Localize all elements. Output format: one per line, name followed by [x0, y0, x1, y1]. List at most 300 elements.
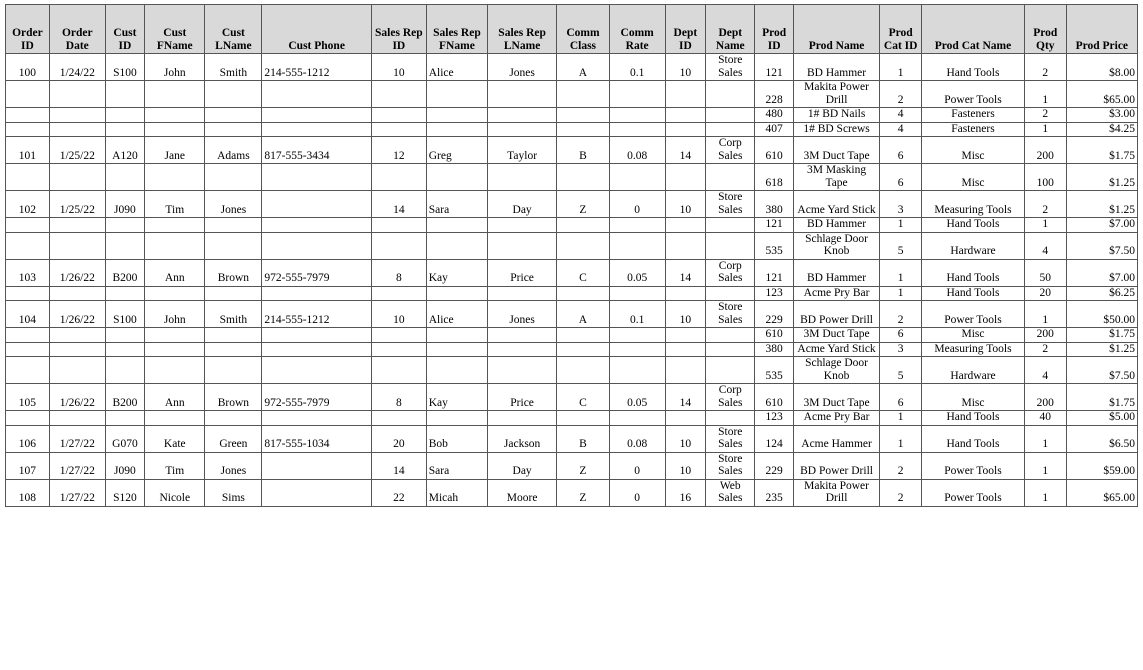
- cell-order-id: [6, 122, 50, 137]
- cell-cust-lname: Smith: [205, 54, 262, 81]
- cell-prod-id: 618: [755, 164, 793, 191]
- cell-prod-name: Makita Power Drill: [793, 479, 880, 506]
- cell-comm-class: [557, 286, 610, 301]
- cell-rep-fname: Sara: [426, 191, 487, 218]
- cell-dept-name: Web Sales: [706, 479, 755, 506]
- cell-cust-fname: Ann: [145, 259, 205, 286]
- cell-prod-cat-id: 6: [880, 328, 922, 343]
- cell-comm-class: A: [557, 301, 610, 328]
- cell-prod-qty: 2: [1024, 342, 1066, 357]
- table-row: [6, 218, 1138, 233]
- cell-cust-fname: Nicole: [145, 479, 205, 506]
- cell-rep-lname: [488, 164, 557, 191]
- cell-order-date: 1/25/22: [49, 137, 105, 164]
- cell-prod-cat-id: 6: [880, 164, 922, 191]
- cell-order-date: 1/25/22: [49, 191, 105, 218]
- cell-prod-qty: 1: [1024, 122, 1066, 137]
- cell-cust-id: [105, 357, 144, 384]
- cell-prod-id: 610: [755, 137, 793, 164]
- cell-prod-name: Acme Yard Stick: [793, 191, 880, 218]
- cell-rep-fname: [426, 232, 487, 259]
- cell-rep-fname: Micah: [426, 479, 487, 506]
- cell-rep-lname: [488, 286, 557, 301]
- cell-order-id: 106: [6, 425, 50, 452]
- cell-order-date: [49, 342, 105, 357]
- cell-prod-name: Acme Yard Stick: [793, 342, 880, 357]
- cell-rep-lname: Price: [488, 384, 557, 411]
- cell-prod-id: 407: [755, 122, 793, 137]
- table-row: [6, 54, 1138, 81]
- cell-comm-class: [557, 81, 610, 108]
- cell-prod-price: $65.00: [1066, 479, 1137, 506]
- cell-comm-rate: [609, 357, 665, 384]
- table-body: [6, 54, 1138, 507]
- cell-prod-cat-name: Hand Tools: [921, 411, 1024, 426]
- cell-cust-lname: Jones: [205, 452, 262, 479]
- cell-prod-name: BD Power Drill: [793, 452, 880, 479]
- cell-comm-class: B: [557, 425, 610, 452]
- cell-dept-id: 10: [665, 452, 706, 479]
- cell-rep-id: 14: [371, 452, 426, 479]
- cell-dept-name: [706, 164, 755, 191]
- cell-cust-lname: Brown: [205, 259, 262, 286]
- cell-order-id: 104: [6, 301, 50, 328]
- cell-prod-qty: 1: [1024, 479, 1066, 506]
- cell-comm-class: [557, 357, 610, 384]
- cell-dept-id: 10: [665, 425, 706, 452]
- cell-prod-id: 535: [755, 357, 793, 384]
- cell-prod-price: $7.00: [1066, 259, 1137, 286]
- cell-prod-qty: 4: [1024, 357, 1066, 384]
- cell-prod-qty: 2: [1024, 108, 1066, 123]
- cell-dept-id: 10: [665, 191, 706, 218]
- cell-dept-id: [665, 108, 706, 123]
- cell-prod-qty: 1: [1024, 301, 1066, 328]
- cell-dept-name: [706, 122, 755, 137]
- cell-prod-cat-name: Fasteners: [921, 122, 1024, 137]
- cell-order-id: [6, 328, 50, 343]
- cell-cust-phone: [262, 122, 372, 137]
- cell-rep-id: 22: [371, 479, 426, 506]
- cell-dept-id: [665, 81, 706, 108]
- cell-dept-id: [665, 122, 706, 137]
- cell-rep-lname: Day: [488, 191, 557, 218]
- cell-cust-lname: [205, 328, 262, 343]
- cell-cust-phone: [262, 286, 372, 301]
- cell-dept-id: 10: [665, 301, 706, 328]
- cell-cust-phone: 817-555-1034: [262, 425, 372, 452]
- cell-rep-lname: Day: [488, 452, 557, 479]
- table-row: [6, 328, 1138, 343]
- header-row: [6, 5, 1138, 54]
- cell-prod-price: $4.25: [1066, 122, 1137, 137]
- cell-prod-cat-name: Measuring Tools: [921, 191, 1024, 218]
- cell-dept-id: 16: [665, 479, 706, 506]
- cell-cust-fname: [145, 218, 205, 233]
- cell-cust-fname: Jane: [145, 137, 205, 164]
- column-header-cust-fname: Cust FName: [145, 5, 205, 54]
- cell-prod-cat-id: 2: [880, 479, 922, 506]
- cell-dept-name: [706, 328, 755, 343]
- cell-cust-fname: [145, 328, 205, 343]
- table-row: [6, 191, 1138, 218]
- cell-prod-id: 535: [755, 232, 793, 259]
- cell-prod-id: 610: [755, 384, 793, 411]
- cell-comm-rate: 0: [609, 191, 665, 218]
- orders-table: [5, 4, 1138, 507]
- cell-order-date: 1/24/22: [49, 54, 105, 81]
- cell-cust-phone: 817-555-3434: [262, 137, 372, 164]
- cell-dept-id: 14: [665, 259, 706, 286]
- cell-prod-id: 380: [755, 342, 793, 357]
- cell-order-date: [49, 328, 105, 343]
- cell-dept-name: Store Sales: [706, 191, 755, 218]
- cell-order-id: [6, 411, 50, 426]
- cell-prod-id: 380: [755, 191, 793, 218]
- cell-comm-rate: [609, 342, 665, 357]
- cell-order-date: [49, 108, 105, 123]
- cell-rep-id: [371, 357, 426, 384]
- cell-cust-id: [105, 108, 144, 123]
- cell-cust-phone: 972-555-7979: [262, 384, 372, 411]
- cell-rep-fname: [426, 164, 487, 191]
- cell-prod-cat-name: Power Tools: [921, 301, 1024, 328]
- cell-prod-cat-name: Hand Tools: [921, 54, 1024, 81]
- cell-cust-phone: [262, 411, 372, 426]
- cell-cust-phone: [262, 357, 372, 384]
- cell-prod-cat-id: 5: [880, 357, 922, 384]
- cell-prod-id: 124: [755, 425, 793, 452]
- cell-prod-price: $7.00: [1066, 218, 1137, 233]
- cell-prod-id: 121: [755, 259, 793, 286]
- cell-prod-qty: 1: [1024, 81, 1066, 108]
- table-row: [6, 452, 1138, 479]
- column-header-prod-cat-name: Prod Cat Name: [921, 5, 1024, 54]
- cell-prod-cat-name: Hand Tools: [921, 286, 1024, 301]
- cell-comm-rate: 0: [609, 452, 665, 479]
- cell-dept-name: [706, 81, 755, 108]
- cell-prod-cat-name: Misc: [921, 164, 1024, 191]
- cell-order-id: [6, 357, 50, 384]
- cell-order-id: 100: [6, 54, 50, 81]
- cell-cust-lname: [205, 122, 262, 137]
- cell-rep-fname: [426, 81, 487, 108]
- cell-prod-name: 3M Duct Tape: [793, 328, 880, 343]
- cell-order-id: 101: [6, 137, 50, 164]
- cell-rep-fname: [426, 342, 487, 357]
- cell-rep-fname: Kay: [426, 384, 487, 411]
- cell-rep-lname: [488, 81, 557, 108]
- cell-rep-lname: [488, 411, 557, 426]
- cell-order-id: [6, 108, 50, 123]
- cell-prod-id: 121: [755, 218, 793, 233]
- cell-rep-lname: [488, 342, 557, 357]
- cell-comm-rate: 0.05: [609, 384, 665, 411]
- table-row: [6, 411, 1138, 426]
- cell-prod-price: $59.00: [1066, 452, 1137, 479]
- cell-cust-phone: [262, 342, 372, 357]
- cell-dept-id: 14: [665, 137, 706, 164]
- cell-rep-id: [371, 108, 426, 123]
- cell-prod-cat-name: Power Tools: [921, 81, 1024, 108]
- column-header-order-date: Order Date: [49, 5, 105, 54]
- table-row: [6, 122, 1138, 137]
- cell-dept-name: Store Sales: [706, 54, 755, 81]
- column-header-comm-class: Comm Class: [557, 5, 610, 54]
- cell-order-id: [6, 286, 50, 301]
- cell-prod-cat-name: Misc: [921, 384, 1024, 411]
- cell-dept-id: [665, 164, 706, 191]
- cell-prod-name: 3M Duct Tape: [793, 384, 880, 411]
- cell-comm-rate: [609, 218, 665, 233]
- cell-dept-id: [665, 232, 706, 259]
- cell-prod-cat-name: Hand Tools: [921, 425, 1024, 452]
- cell-cust-lname: Smith: [205, 301, 262, 328]
- cell-dept-name: Store Sales: [706, 425, 755, 452]
- cell-cust-fname: [145, 342, 205, 357]
- cell-order-date: [49, 232, 105, 259]
- cell-comm-class: A: [557, 54, 610, 81]
- cell-cust-id: A120: [105, 137, 144, 164]
- cell-comm-rate: 0.05: [609, 259, 665, 286]
- cell-cust-id: [105, 218, 144, 233]
- column-header-prod-qty: Prod Qty: [1024, 5, 1066, 54]
- cell-dept-id: [665, 328, 706, 343]
- cell-comm-rate: [609, 122, 665, 137]
- cell-prod-cat-id: 2: [880, 81, 922, 108]
- cell-comm-class: [557, 164, 610, 191]
- cell-order-id: [6, 342, 50, 357]
- cell-order-date: [49, 122, 105, 137]
- cell-prod-cat-name: Misc: [921, 328, 1024, 343]
- column-header-rep-lname: Sales Rep LName: [488, 5, 557, 54]
- cell-dept-name: [706, 218, 755, 233]
- cell-rep-id: 10: [371, 54, 426, 81]
- cell-cust-id: J090: [105, 452, 144, 479]
- cell-cust-id: [105, 328, 144, 343]
- cell-order-date: 1/26/22: [49, 259, 105, 286]
- cell-comm-rate: [609, 164, 665, 191]
- cell-dept-id: [665, 218, 706, 233]
- cell-rep-id: [371, 328, 426, 343]
- cell-prod-price: $1.75: [1066, 137, 1137, 164]
- cell-rep-fname: Sara: [426, 452, 487, 479]
- table-row: [6, 301, 1138, 328]
- cell-cust-fname: John: [145, 301, 205, 328]
- cell-dept-id: [665, 357, 706, 384]
- cell-cust-fname: Ann: [145, 384, 205, 411]
- cell-prod-id: 610: [755, 328, 793, 343]
- cell-rep-fname: Greg: [426, 137, 487, 164]
- cell-cust-id: J090: [105, 191, 144, 218]
- column-header-cust-lname: Cust LName: [205, 5, 262, 54]
- cell-prod-name: BD Hammer: [793, 218, 880, 233]
- cell-rep-id: [371, 342, 426, 357]
- cell-prod-name: Schlage Door Knob: [793, 357, 880, 384]
- cell-prod-qty: 50: [1024, 259, 1066, 286]
- cell-order-id: 103: [6, 259, 50, 286]
- cell-cust-id: [105, 286, 144, 301]
- cell-dept-name: [706, 286, 755, 301]
- cell-prod-cat-id: 6: [880, 137, 922, 164]
- cell-cust-id: [105, 164, 144, 191]
- cell-prod-price: $5.00: [1066, 411, 1137, 426]
- cell-order-date: 1/26/22: [49, 301, 105, 328]
- cell-prod-price: $8.00: [1066, 54, 1137, 81]
- table-row: [6, 164, 1138, 191]
- cell-cust-lname: Green: [205, 425, 262, 452]
- cell-prod-qty: 100: [1024, 164, 1066, 191]
- table-row: [6, 259, 1138, 286]
- cell-comm-rate: 0.08: [609, 425, 665, 452]
- cell-rep-id: 20: [371, 425, 426, 452]
- column-header-dept-id: Dept ID: [665, 5, 706, 54]
- cell-dept-name: [706, 357, 755, 384]
- table-row: [6, 479, 1138, 506]
- cell-prod-name: BD Hammer: [793, 259, 880, 286]
- cell-cust-id: [105, 232, 144, 259]
- cell-rep-lname: [488, 218, 557, 233]
- cell-cust-fname: Tim: [145, 191, 205, 218]
- cell-rep-lname: Jackson: [488, 425, 557, 452]
- cell-comm-class: Z: [557, 479, 610, 506]
- column-header-rep-id: Sales Rep ID: [371, 5, 426, 54]
- cell-cust-id: B200: [105, 259, 144, 286]
- cell-rep-fname: Alice: [426, 54, 487, 81]
- cell-order-date: [49, 357, 105, 384]
- cell-comm-class: Z: [557, 452, 610, 479]
- cell-comm-class: [557, 328, 610, 343]
- table-row: [6, 108, 1138, 123]
- cell-cust-lname: Sims: [205, 479, 262, 506]
- cell-cust-lname: Brown: [205, 384, 262, 411]
- cell-rep-id: [371, 232, 426, 259]
- cell-order-id: [6, 218, 50, 233]
- cell-prod-cat-name: Power Tools: [921, 452, 1024, 479]
- cell-prod-cat-id: 1: [880, 218, 922, 233]
- cell-rep-fname: [426, 357, 487, 384]
- cell-prod-name: Acme Hammer: [793, 425, 880, 452]
- cell-prod-name: BD Power Drill: [793, 301, 880, 328]
- cell-comm-class: [557, 232, 610, 259]
- cell-cust-lname: [205, 342, 262, 357]
- cell-cust-lname: Adams: [205, 137, 262, 164]
- cell-rep-lname: [488, 357, 557, 384]
- cell-rep-id: [371, 218, 426, 233]
- cell-prod-price: $3.00: [1066, 108, 1137, 123]
- cell-comm-rate: 0: [609, 479, 665, 506]
- cell-prod-qty: 200: [1024, 328, 1066, 343]
- cell-comm-class: [557, 122, 610, 137]
- cell-comm-rate: 0.1: [609, 54, 665, 81]
- cell-prod-name: Makita Power Drill: [793, 81, 880, 108]
- cell-rep-lname: [488, 122, 557, 137]
- cell-rep-lname: [488, 328, 557, 343]
- cell-rep-lname: Taylor: [488, 137, 557, 164]
- cell-prod-price: $50.00: [1066, 301, 1137, 328]
- cell-comm-rate: 0.08: [609, 137, 665, 164]
- table-row: [6, 384, 1138, 411]
- cell-prod-qty: 40: [1024, 411, 1066, 426]
- cell-comm-rate: [609, 286, 665, 301]
- cell-comm-class: Z: [557, 191, 610, 218]
- cell-rep-id: 8: [371, 259, 426, 286]
- cell-cust-phone: [262, 81, 372, 108]
- cell-cust-phone: 214-555-1212: [262, 54, 372, 81]
- cell-prod-cat-id: 1: [880, 411, 922, 426]
- column-header-dept-name: Dept Name: [706, 5, 755, 54]
- cell-prod-price: $1.25: [1066, 191, 1137, 218]
- cell-comm-rate: [609, 108, 665, 123]
- cell-prod-cat-name: Fasteners: [921, 108, 1024, 123]
- cell-cust-lname: [205, 164, 262, 191]
- cell-comm-class: [557, 411, 610, 426]
- table-row: [6, 232, 1138, 259]
- cell-prod-qty: 4: [1024, 232, 1066, 259]
- cell-order-id: [6, 164, 50, 191]
- cell-prod-cat-name: Hand Tools: [921, 218, 1024, 233]
- column-header-rep-fname: Sales Rep FName: [426, 5, 487, 54]
- cell-cust-phone: [262, 452, 372, 479]
- cell-prod-qty: 1: [1024, 425, 1066, 452]
- cell-comm-class: C: [557, 259, 610, 286]
- cell-prod-price: $1.25: [1066, 164, 1137, 191]
- cell-rep-fname: [426, 218, 487, 233]
- cell-comm-rate: [609, 232, 665, 259]
- cell-cust-fname: [145, 232, 205, 259]
- cell-prod-cat-name: Hardware: [921, 232, 1024, 259]
- cell-dept-id: [665, 342, 706, 357]
- cell-cust-fname: [145, 286, 205, 301]
- cell-cust-lname: [205, 357, 262, 384]
- cell-prod-cat-id: 1: [880, 286, 922, 301]
- cell-cust-phone: [262, 218, 372, 233]
- cell-rep-id: 14: [371, 191, 426, 218]
- cell-comm-class: B: [557, 137, 610, 164]
- cell-prod-id: 123: [755, 411, 793, 426]
- cell-cust-phone: 214-555-1212: [262, 301, 372, 328]
- cell-comm-rate: [609, 328, 665, 343]
- cell-comm-rate: [609, 81, 665, 108]
- cell-prod-price: $1.75: [1066, 384, 1137, 411]
- cell-prod-cat-id: 2: [880, 301, 922, 328]
- cell-prod-id: 123: [755, 286, 793, 301]
- cell-cust-fname: [145, 81, 205, 108]
- cell-prod-name: Acme Pry Bar: [793, 286, 880, 301]
- column-header-order-id: Order ID: [6, 5, 50, 54]
- cell-prod-cat-id: 2: [880, 452, 922, 479]
- cell-prod-cat-id: 1: [880, 54, 922, 81]
- table-row: [6, 137, 1138, 164]
- cell-rep-fname: [426, 108, 487, 123]
- column-header-comm-rate: Comm Rate: [609, 5, 665, 54]
- cell-prod-qty: 1: [1024, 218, 1066, 233]
- cell-prod-cat-id: 4: [880, 122, 922, 137]
- table-row: [6, 81, 1138, 108]
- cell-cust-phone: [262, 328, 372, 343]
- cell-cust-lname: [205, 286, 262, 301]
- cell-cust-id: [105, 122, 144, 137]
- cell-rep-lname: Moore: [488, 479, 557, 506]
- cell-dept-name: [706, 342, 755, 357]
- cell-prod-id: 121: [755, 54, 793, 81]
- cell-rep-id: 12: [371, 137, 426, 164]
- cell-prod-price: $65.00: [1066, 81, 1137, 108]
- cell-rep-id: [371, 411, 426, 426]
- cell-order-id: 107: [6, 452, 50, 479]
- cell-cust-id: G070: [105, 425, 144, 452]
- cell-prod-name: 1# BD Screws: [793, 122, 880, 137]
